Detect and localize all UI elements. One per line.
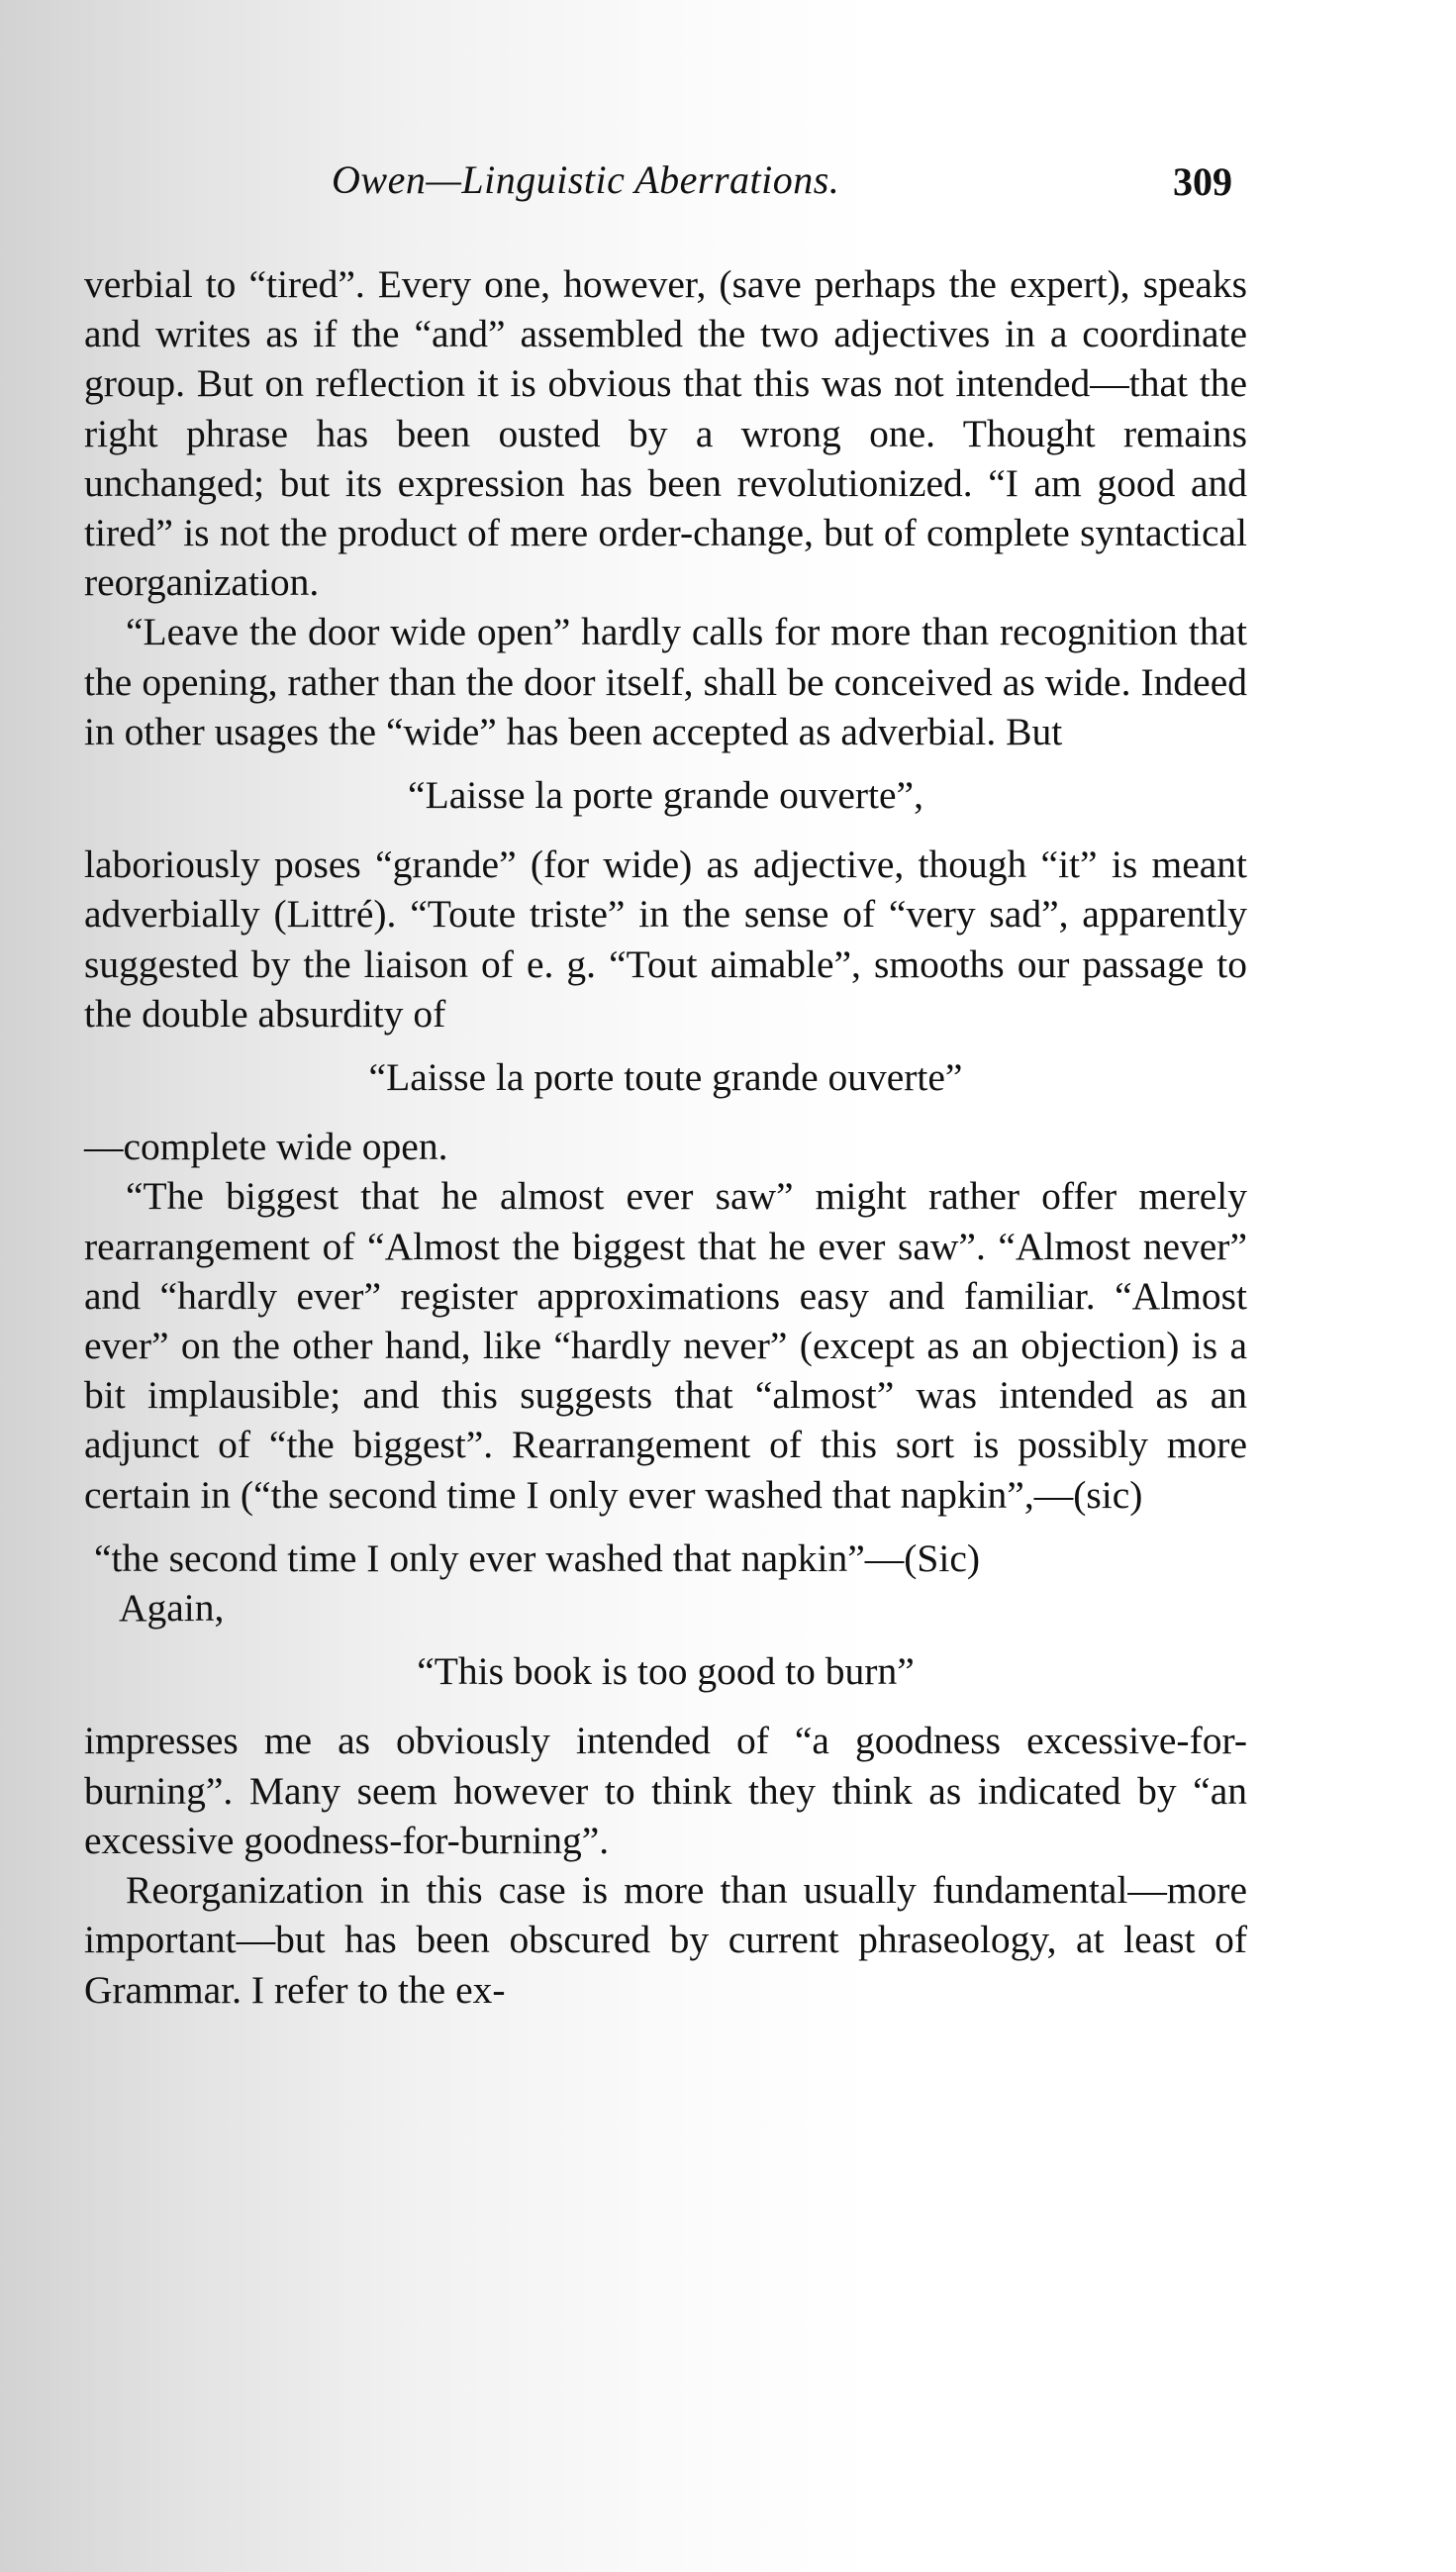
paragraph: —complete wide open. bbox=[84, 1125, 448, 1169]
block-quote: “Laisse la porte grande ouverte”, bbox=[408, 773, 923, 818]
block-quote: “This book is too good to burn” bbox=[417, 1649, 915, 1694]
paragraph: “Leave the door wide open” hardly calls for more than recognition that the opening, rather than the door itself, shall be conceived as wide. Indeed in other usages the “wide” has been accepted as adverbial. But bbox=[84, 610, 1247, 753]
paragraph: laboriously poses “grande” (for wide) as adjective, though “it” is meant adverbially (Littré). “Toute triste” in the sense of “very sad”, apparently suggested by the liaison of e. g. “Tout aimable”, smooths our passage to the double absurdity of bbox=[84, 842, 1247, 1036]
page-number: 309 bbox=[1173, 159, 1232, 204]
paragraph: Reorganization in this case is more than usually fundamental—more important—but has been obscured by current phraseology, at least of Grammar. I refer to the ex- bbox=[84, 1868, 1247, 2012]
paragraph: impresses me as obviously intended of “a goodness excessive-for-burning”. Many seem however to think they think as indicated by “an excessive goodness-for-burning”. bbox=[84, 1719, 1247, 1862]
block-quote: “Laisse la porte toute grande ouverte” bbox=[368, 1055, 963, 1100]
paragraph: “The biggest that he almost ever saw” might rather offer merely rearrangement of “Almost the biggest that he ever saw”. “Almost never” and “hardly ever” register approximations easy and familiar. “Almost ever” on the other hand, like “hardly never” (except as an objection) is a bit implausible; and this suggests that “almost” was intended as an adjunct of “the biggest”. Rearrangement of this sort is possibly more certain in (“the second time I only ever washed that napkin”,—(sic) bbox=[84, 1174, 1247, 1517]
running-head: Owen—Linguistic Aberrations. bbox=[332, 157, 840, 202]
paragraph: Again, bbox=[119, 1586, 225, 1631]
body-text bbox=[84, 259, 1247, 2015]
paragraph: verbial to “tired”. Every one, however, (save perhaps the expert), speaks and writes as if the “and” assembled the two adjectives in a coordinate group. But on reflection it is obvious that this was not intended—that the right phrase has been ousted by a wrong one. Thought remains unchanged; but its expression has been revolutionized. “I am good and tired” is not the product of mere order-change, but of complete syntactical reorganization. bbox=[84, 262, 1247, 605]
block-quote: “the second time I only ever washed that napkin”—(Sic) bbox=[94, 1535, 981, 1580]
